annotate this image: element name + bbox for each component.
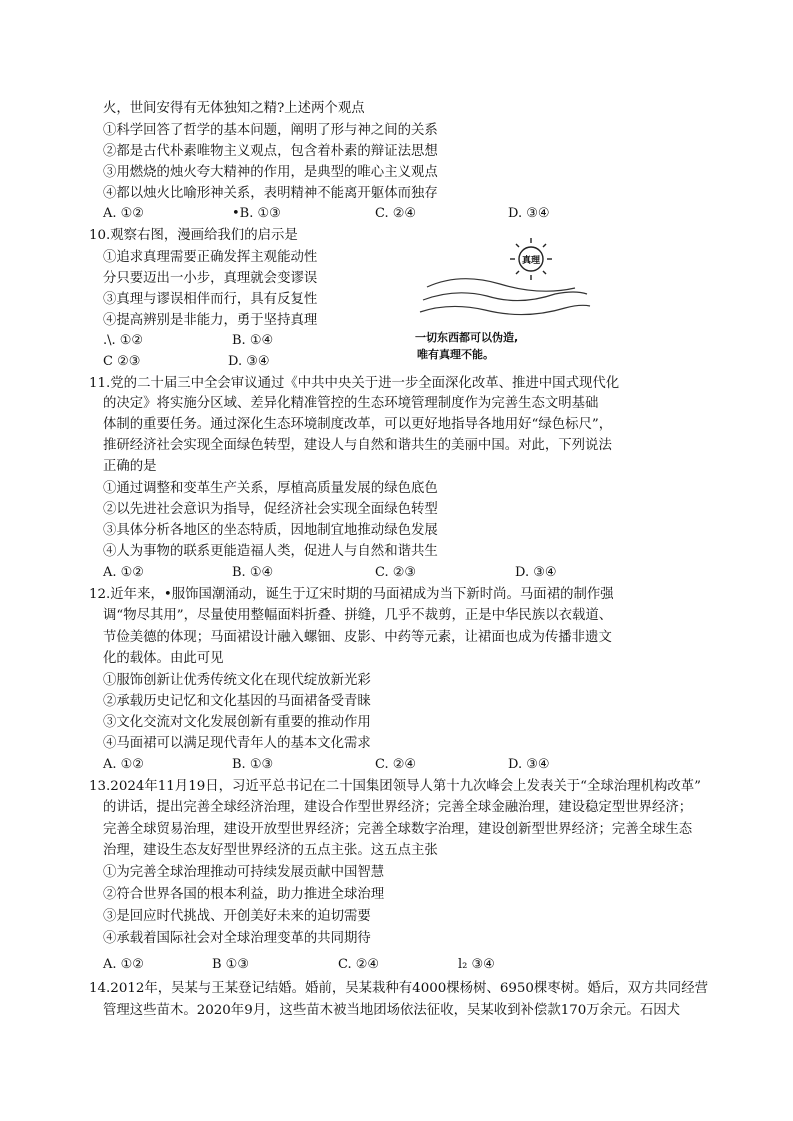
q10-choice-2: 分只要迈出一小步，真理就会变谬误 xyxy=(103,271,318,286)
q9-option-c: C. ②④ xyxy=(375,206,417,221)
q10-option-c: C ②③ xyxy=(103,354,141,369)
q11-option-c: C. ②③ xyxy=(375,565,417,580)
q10-choice-4: ④提高辨别是非能力，勇于坚持真理 xyxy=(103,313,318,328)
q11-choice-2: ②以先进社会意识为指导，促经济社会实现全面绿色转型 xyxy=(103,502,438,517)
q12-stem-line-4: 化的载体。由此可见 xyxy=(103,651,224,666)
q12-option-b: B. ①③ xyxy=(232,757,274,772)
q10-choice-1: ①追求真理需要正确发挥主观能动性 xyxy=(103,250,318,265)
q13-stem-line-4: 治理，建设生态友好型世界经济的五点主张。这五点主张 xyxy=(103,843,438,858)
q11-option-a: A. ①② xyxy=(103,565,144,580)
q13-option-b: B ①③ xyxy=(212,957,249,972)
q13-stem-line-2: 的讲话，提出完善全球经济治理，建设合作型世界经济；完善全球金融治理，建设稳定型世界经济； xyxy=(103,800,693,815)
q11-stem-line-3: 体制的重要任务。通过深化生态环境制度改革，可以更好地指导各地用好“绿色标尺”， xyxy=(103,417,613,432)
q12-choice-4: ④马面裙可以满足现代青年人的基本文化需求 xyxy=(103,736,371,751)
q9-option-d: D. ③④ xyxy=(508,206,550,221)
q11-choice-3: ③具体分析各地区的坐态特质，因地制宜地推动绿色发展 xyxy=(103,523,438,538)
q13-choice-3: ③是回应时代挑战、开创美好未来的迫切需要 xyxy=(103,909,371,924)
q10-option-d: D. ③④ xyxy=(228,354,270,369)
q14-stem-line-1: 14.2012年，吴某与王某登记结婚。婚前，吴某栽种有4000棵杨树、6950棵枣树。婚后，双方共同经营 xyxy=(89,981,708,996)
q12-option-a: A. ①② xyxy=(103,757,144,772)
q12-stem-line-3: 节俭美德的体现；马面裙设计融入螺钿、皮影、中药等元素，让裙面也成为传播非遗文 xyxy=(103,630,612,645)
q9-choice-4: ④都以烛火比喻形神关系，表明精神不能离开躯体而独存 xyxy=(103,186,438,201)
q11-choice-1: ①通过调整和变革生产关系，厚植高质量发展的绿色底色 xyxy=(103,481,438,496)
cartoon-caption-line-2: 唯有真理不能。 xyxy=(417,348,494,361)
q14-stem-line-2: 管理这些苗木。2020年9月，这些苗木被当地团场依法征收，吴某收到补偿款170万余元。石因犬 xyxy=(103,1003,680,1018)
q12-option-d: D. ③④ xyxy=(508,757,550,772)
q12-choice-1: ①服饰创新让优秀传统文化在现代绽放新光彩 xyxy=(103,673,371,688)
q9-choice-1: ①科学回答了哲学的基本问题，阐明了形与神之间的关系 xyxy=(103,123,438,138)
q13-option-c: C. ②④ xyxy=(338,957,380,972)
q13-choice-1: ①为完善全球治理推动可持续发展贡献中国智慧 xyxy=(103,865,385,880)
q13-stem-line-3: 完善全球贸易治理，建设开放型世界经济；完善全球数字治理，建设创新型世界经济；完善全球生态 xyxy=(103,822,693,837)
q10-option-b: B. ①④ xyxy=(232,333,274,348)
q11-option-b: B. ①④ xyxy=(232,565,274,580)
hills-drawing xyxy=(420,279,590,315)
q13-option-a: A. ①② xyxy=(103,957,144,972)
q11-option-d: D. ③④ xyxy=(515,565,557,580)
q13-choice-4: ④承载着国际社会对全球治理变革的共同期待 xyxy=(103,931,371,946)
q13-stem-line-1: 13.2024年11月19日，习近平总书记在二十国集团领导人第十九次峰会上发表关于“全球治理机构改革” xyxy=(89,779,701,794)
q11-stem-line-1: 11.党的二十届三中全会审议通过《中共中央关于进一步全面深化改革、推进中国式现代化 xyxy=(89,376,620,391)
q9-option-a: A. ①② xyxy=(103,206,144,221)
q12-option-c: C. ②④ xyxy=(375,757,417,772)
q13-choice-2: ②符合世界各国的根本利益，助力推进全球治理 xyxy=(103,887,385,902)
q10-option-a: .\. ①② xyxy=(103,333,144,348)
q10-stem: 10.观察右图，漫画给我们的启示是 xyxy=(89,228,298,243)
q11-stem-line-4: 推研经济社会实现全面绿色转型，建设人与自然和谐共生的美丽中国。对此，下列说法 xyxy=(103,438,612,453)
q12-stem-line-2: 调“物尽其用”，尽量使用整幅面料折叠、拼缝，几乎不裁剪，正是中华民族以衣载道、 xyxy=(103,608,613,623)
q9-choice-2: ②都是古代朴素唯物主义观点，包含着朴素的辩证法思想 xyxy=(103,144,438,159)
q9-option-b: •B. ①③ xyxy=(232,206,281,221)
q10-choice-3: ③真理与谬误相伴而行，具有反复性 xyxy=(103,292,318,307)
q12-choice-3: ③文化交流对文化发展创新有重要的推动作用 xyxy=(103,715,371,730)
q12-choice-2: ②承载历史记忆和文化基因的马面裙备受青睐 xyxy=(103,694,371,709)
q11-stem-line-5: 正确的是 xyxy=(103,459,157,474)
q13-option-d: l₂ ③④ xyxy=(458,957,495,972)
q11-choice-4: ④人为事物的联系更能造福人类，促进人与自然和谐共生 xyxy=(103,544,438,559)
q9-stem-continuation: 火，世间安得有无体独知之精?上述两个观点 xyxy=(103,101,365,116)
sun-label: 真理 xyxy=(521,256,541,266)
q11-stem-line-2: 的决定》将实施分区域、差异化精准管控的生态环境管理制度作为完善生态文明基础 xyxy=(103,396,599,411)
q9-choice-3: ③用燃烧的烛火夸大精神的作用，是典型的唯心主义观点 xyxy=(103,165,438,180)
q12-stem-line-1: 12.近年来，•服饰国潮涌动，诞生于辽宋时期的马面裙成为当下新时尚。马面裙的制作强 xyxy=(89,587,614,602)
cartoon-caption-line-1: 一切东西都可以伪造, xyxy=(415,331,519,344)
